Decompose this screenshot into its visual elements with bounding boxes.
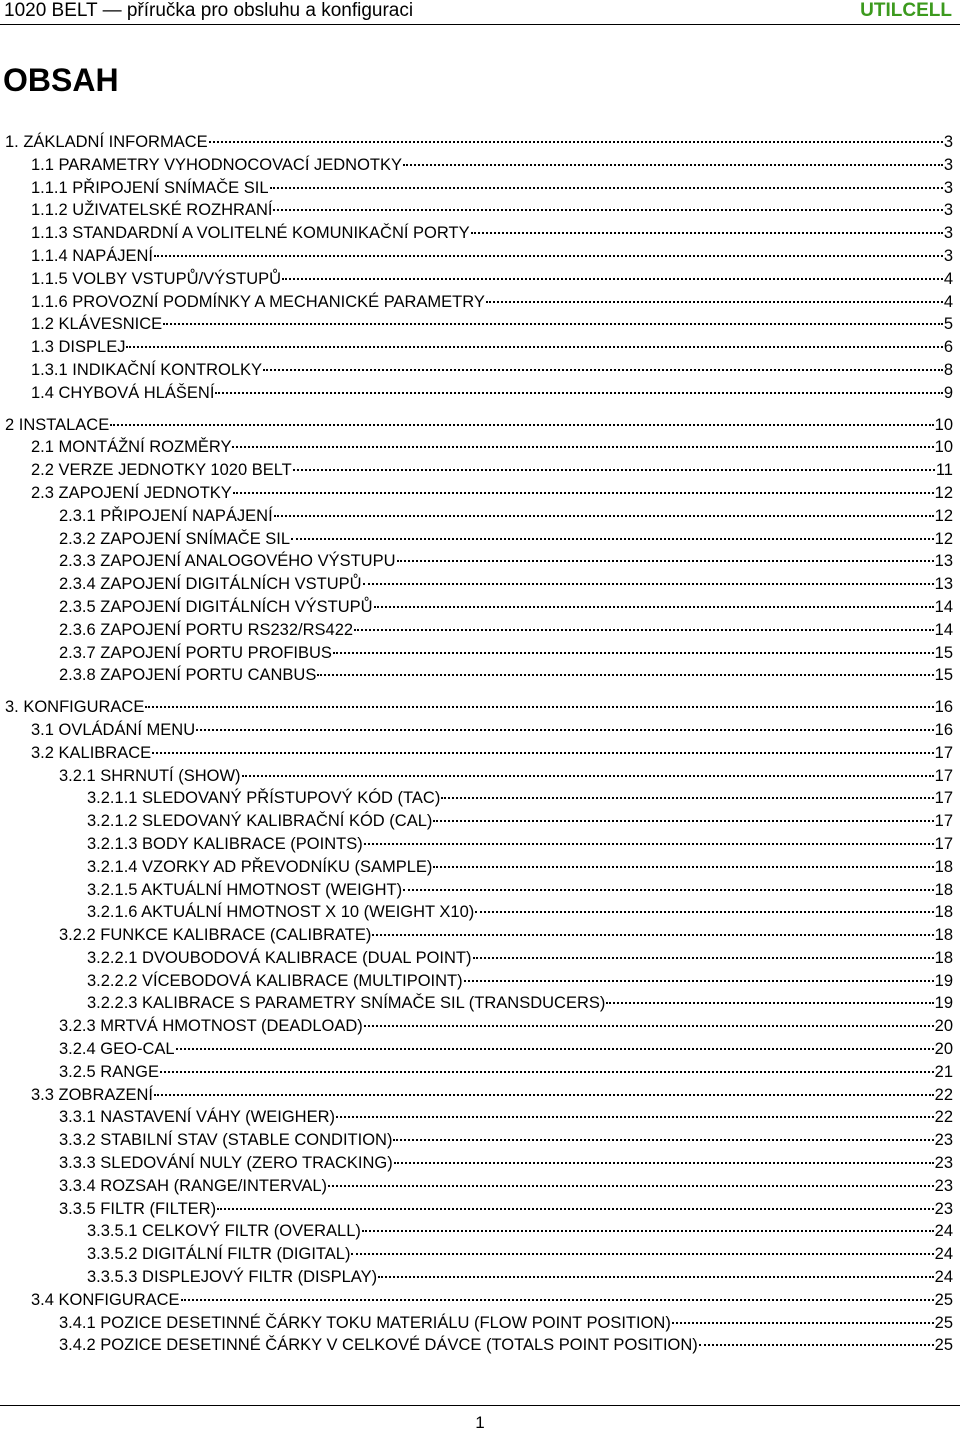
toc-leader-dots <box>672 1322 934 1324</box>
toc-leader-dots <box>242 775 934 777</box>
toc-entry-label: 1.3.1 INDIKAČNÍ KONTROLKY <box>31 360 263 379</box>
toc-entry[interactable] <box>5 436 953 459</box>
toc-entry[interactable] <box>5 787 953 810</box>
toc-entry-page: 24 <box>934 1268 953 1287</box>
toc-leader-dots <box>181 1299 934 1301</box>
toc-entry-page: 23 <box>934 1154 953 1173</box>
toc-entry-page: 12 <box>934 506 953 525</box>
toc-entry-label: 1.1 PARAMETRY VYHODNOCOVACÍ JEDNOTKY <box>31 155 403 174</box>
toc-entry-page: 25 <box>934 1290 953 1309</box>
toc-entry-label: 3.2.1.2 SLEDOVANÝ KALIBRAČNÍ KÓD (CAL) <box>87 812 433 831</box>
toc-entry[interactable] <box>5 268 953 291</box>
toc-entry-page: 14 <box>934 620 953 639</box>
toc-leader-dots <box>233 492 934 494</box>
toc-leader-dots <box>362 1230 934 1232</box>
toc-entry-page: 19 <box>934 971 953 990</box>
toc-entry[interactable] <box>5 291 953 314</box>
toc-entry-label: 3.2.4 GEO-CAL <box>59 1040 175 1059</box>
toc-entry-page: 12 <box>934 483 953 502</box>
toc-entry-page: 3 <box>943 133 953 151</box>
toc-entry[interactable] <box>5 245 953 268</box>
toc-entry-page: 18 <box>934 948 953 967</box>
toc-entry-page: 17 <box>934 812 953 831</box>
toc-entry[interactable] <box>5 573 953 596</box>
toc-entry-page: 4 <box>943 269 953 288</box>
toc-entry-page: 14 <box>934 597 953 616</box>
toc-leader-dots <box>217 1208 934 1210</box>
toc-entry-page: 3 <box>943 246 953 265</box>
toc-entry-label: 3.2.3 MRTVÁ HMOTNOST (DEADLOAD) <box>59 1017 363 1036</box>
toc-entry-page: 20 <box>934 1040 953 1059</box>
toc-entry-page: 23 <box>934 1131 953 1150</box>
toc-entry-label: 3.3.5.2 DIGITÁLNÍ FILTR (DIGITAL) <box>87 1245 351 1264</box>
toc-entry-label: 2.2 VERZE JEDNOTKY 1020 BELT <box>31 461 292 480</box>
toc-entry-label: 1.1.2 UŽIVATELSKÉ ROZHRANÍ <box>31 201 273 220</box>
toc-entry-page: 24 <box>934 1222 953 1241</box>
toc-entry-page: 8 <box>943 360 953 379</box>
toc-entry[interactable] <box>5 719 953 742</box>
toc-entry-label: 3.2.1.5 AKTUÁLNÍ HMOTNOST (WEIGHT) <box>87 880 403 899</box>
toc-entry[interactable] <box>5 528 953 551</box>
toc-entry-page: 25 <box>934 1336 953 1355</box>
toc-leader-dots <box>354 629 934 631</box>
toc-entry-label: 3.4.1 POZICE DESETINNÉ ČÁRKY TOKU MATERIÁLU (FLOW POINT POSITION) <box>59 1313 671 1332</box>
toc-leader-dots <box>486 301 943 303</box>
toc-leader-dots <box>163 323 943 325</box>
toc-entry[interactable] <box>5 992 953 1015</box>
toc-leader-dots <box>699 1344 934 1346</box>
toc-leader-dots <box>397 560 934 562</box>
toc-leader-dots <box>145 706 933 708</box>
toc-entry[interactable] <box>5 550 953 573</box>
toc-entry-label: 3.1 OVLÁDÁNÍ MENU <box>31 720 196 739</box>
toc-entry-label: 3.3.1 NASTAVENÍ VÁHY (WEIGHER) <box>59 1108 335 1127</box>
toc-leader-dots <box>274 515 934 517</box>
toc-entry-page: 17 <box>934 743 953 762</box>
toc-entry[interactable] <box>5 1312 953 1335</box>
toc-entry[interactable] <box>5 1106 953 1129</box>
toc-entry[interactable] <box>5 131 953 154</box>
toc-entry[interactable] <box>5 1198 953 1221</box>
toc-entry-label: 3.2.2.2 VÍCEBODOVÁ KALIBRACE (MULTIPOINT) <box>87 971 463 990</box>
toc-entry-page: 10 <box>934 415 953 434</box>
toc-entry-page: 20 <box>934 1017 953 1036</box>
toc-leader-dots <box>471 232 943 234</box>
page-header <box>0 0 960 25</box>
toc-entry-page: 18 <box>934 880 953 899</box>
toc-entry[interactable] <box>5 879 953 902</box>
toc-entry[interactable] <box>5 382 953 405</box>
toc-entry-label: 2.3.7 ZAPOJENÍ PORTU PROFIBUS <box>59 643 332 662</box>
toc-entry-label: 1.1.3 STANDARDNÍ A VOLITELNÉ KOMUNIKAČNÍ PORTY <box>31 224 470 243</box>
toc-entry[interactable] <box>5 664 953 687</box>
toc-entry[interactable] <box>5 856 953 879</box>
toc-leader-dots <box>293 469 935 471</box>
toc-entry[interactable] <box>5 1220 953 1243</box>
table-of-contents <box>5 131 953 1357</box>
toc-entry-page: 11 <box>935 461 953 480</box>
toc-leader-dots <box>282 278 943 280</box>
toc-leader-dots <box>433 820 933 822</box>
toc-entry-label: 2.3.1 PŘIPOJENÍ NAPÁJENÍ <box>59 506 273 525</box>
toc-entry-page: 17 <box>934 834 953 853</box>
toc-entry-label: 2.3.6 ZAPOJENÍ PORTU RS232/RS422 <box>59 620 354 639</box>
toc-entry-label: 2.3.8 ZAPOJENÍ PORTU CANBUS <box>59 666 317 685</box>
toc-entry-label: 3.4 KONFIGURACE <box>31 1290 180 1309</box>
toc-entry-page: 10 <box>934 438 953 457</box>
toc-leader-dots <box>152 752 934 754</box>
toc-entry[interactable] <box>5 482 953 505</box>
toc-entry-label: 3.2.1.1 SLEDOVANÝ PŘÍSTUPOVÝ KÓD (TAC) <box>87 789 441 808</box>
toc-entry[interactable] <box>5 313 953 336</box>
toc-entry-page: 3 <box>943 155 953 174</box>
toc-entry-label: 3.3.5.1 CELKOVÝ FILTR (OVERALL) <box>87 1222 361 1241</box>
document-title: 1020 BELT — příručka pro obsluhu a konfiguraci <box>4 0 414 21</box>
toc-leader-dots <box>160 1071 934 1073</box>
toc-entry-page: 15 <box>934 643 953 662</box>
toc-entry-label: 2.3.4 ZAPOJENÍ DIGITÁLNÍCH VSTUPŮ <box>59 575 362 594</box>
toc-leader-dots <box>126 346 942 348</box>
toc-entry[interactable] <box>5 642 953 665</box>
toc-entry-label: 1.1.5 VOLBY VSTUPŮ/VÝSTUPŮ <box>31 269 282 288</box>
toc-leader-dots <box>378 1276 934 1278</box>
toc-entry[interactable] <box>5 1175 953 1198</box>
toc-entry[interactable] <box>5 1334 953 1357</box>
toc-entry-page: 15 <box>934 666 953 685</box>
toc-entry-label: 3.2.1.3 BODY KALIBRACE (POINTS) <box>87 834 363 853</box>
toc-entry-page: 18 <box>934 926 953 945</box>
toc-entry-page: 16 <box>934 720 953 739</box>
toc-entry-label: 3.2.5 RANGE <box>59 1062 159 1081</box>
toc-leader-dots <box>196 729 934 731</box>
toc-entry-label: 3. KONFIGURACE <box>5 698 145 717</box>
toc-entry-page: 24 <box>934 1245 953 1264</box>
toc-leader-dots <box>333 652 934 654</box>
toc-entry[interactable] <box>5 505 953 528</box>
toc-leader-dots <box>154 255 943 257</box>
toc-entry[interactable] <box>5 459 953 482</box>
page-number: 1 <box>475 1413 485 1432</box>
toc-entry-label: 1.1.6 PROVOZNÍ PODMÍNKY A MECHANICKÉ PARAMETRY <box>31 292 485 311</box>
page-title: OBSAH <box>3 62 119 98</box>
toc-leader-dots <box>441 797 933 799</box>
toc-leader-dots <box>328 1185 934 1187</box>
toc-entry-page: 6 <box>943 338 953 357</box>
toc-entry-label: 3.2.2.1 DVOUBODOVÁ KALIBRACE (DUAL POINT) <box>87 948 472 967</box>
toc-leader-dots <box>372 934 933 936</box>
toc-leader-dots <box>364 843 934 845</box>
toc-leader-dots <box>154 1094 934 1096</box>
toc-entry-label: 3.3.4 ROZSAH (RANGE/INTERVAL) <box>59 1176 328 1195</box>
toc-leader-dots <box>209 141 943 143</box>
toc-entry[interactable] <box>5 1129 953 1152</box>
toc-entry-label: 1.4 CHYBOVÁ HLÁŠENÍ <box>31 383 215 402</box>
toc-entry-label: 3.3.5.3 DISPLEJOVÝ FILTR (DISPLAY) <box>87 1268 378 1287</box>
toc-entry-page: 23 <box>934 1176 953 1195</box>
toc-entry[interactable] <box>5 1289 953 1312</box>
toc-entry[interactable] <box>5 222 953 245</box>
toc-leader-dots <box>291 538 934 540</box>
toc-entry-page: 12 <box>934 529 953 548</box>
toc-entry-page: 13 <box>934 575 953 594</box>
toc-entry[interactable] <box>5 1243 953 1266</box>
toc-entry-label: 1.1.1 PŘIPOJENÍ SNÍMAČE SIL <box>31 178 269 197</box>
toc-entry[interactable] <box>5 1061 953 1084</box>
toc-leader-dots <box>464 980 934 982</box>
toc-leader-dots <box>317 674 933 676</box>
toc-entry-page: 22 <box>934 1085 953 1104</box>
toc-entry-label: 3.2 KALIBRACE <box>31 743 152 762</box>
toc-leader-dots <box>363 583 934 585</box>
toc-entry-label: 3.2.1.4 VZORKY AD PŘEVODNÍKU (SAMPLE) <box>87 857 433 876</box>
toc-leader-dots <box>336 1116 934 1118</box>
toc-entry-page: 21 <box>934 1062 953 1081</box>
toc-entry-page: 13 <box>934 552 953 571</box>
toc-leader-dots <box>215 392 942 394</box>
toc-leader-dots <box>433 866 933 868</box>
toc-entry-page: 25 <box>934 1313 953 1332</box>
toc-leader-dots <box>393 1139 933 1141</box>
footer-divider <box>0 1405 960 1406</box>
toc-entry-page: 3 <box>943 224 953 243</box>
toc-entry-label: 2.3.3 ZAPOJENÍ ANALOGOVÉHO VÝSTUPU <box>59 552 396 571</box>
toc-entry-page: 16 <box>934 698 953 717</box>
toc-entry[interactable] <box>5 1084 953 1107</box>
toc-entry-page: 22 <box>934 1108 953 1127</box>
toc-entry[interactable] <box>5 1266 953 1289</box>
toc-leader-dots <box>606 1002 933 1004</box>
toc-leader-dots <box>351 1253 933 1255</box>
toc-entry-page: 3 <box>943 201 953 220</box>
toc-leader-dots <box>473 957 934 959</box>
toc-entry[interactable] <box>5 810 953 833</box>
toc-entry[interactable] <box>5 596 953 619</box>
toc-entry-page: 18 <box>934 857 953 876</box>
toc-entry[interactable] <box>5 177 953 200</box>
toc-entry-page: 5 <box>943 315 953 334</box>
toc-leader-dots <box>374 606 934 608</box>
brand-logo-text: UTILCELL <box>860 0 952 21</box>
toc-entry-page: 18 <box>934 903 953 922</box>
toc-leader-dots <box>403 164 943 166</box>
toc-entry-label: 3.2.1.6 AKTUÁLNÍ HMOTNOST X 10 (WEIGHT X10) <box>87 903 475 922</box>
toc-leader-dots <box>263 369 943 371</box>
toc-entry-label: 3.3.3 SLEDOVÁNÍ NULY (ZERO TRACKING) <box>59 1154 393 1173</box>
toc-entry-label: 3.3 ZOBRAZENÍ <box>31 1085 153 1104</box>
toc-entry-label: 3.2.1 SHRNUTÍ (SHOW) <box>59 766 241 785</box>
toc-leader-dots <box>176 1048 934 1050</box>
toc-entry-label: 2.3 ZAPOJENÍ JEDNOTKY <box>31 483 232 502</box>
toc-leader-dots <box>403 889 934 891</box>
toc-entry[interactable] <box>5 336 953 359</box>
toc-leader-dots <box>110 424 933 426</box>
toc-entry-label: 2 INSTALACE <box>5 415 110 434</box>
toc-entry[interactable] <box>5 901 953 924</box>
toc-entry[interactable] <box>5 1038 953 1061</box>
toc-leader-dots <box>232 446 933 448</box>
toc-entry-label: 1. ZÁKLADNÍ INFORMACE <box>5 133 208 151</box>
toc-entry-label: 3.2.2.3 KALIBRACE S PARAMETRY SNÍMAČE SIL (TRANSDUCERS) <box>87 994 606 1013</box>
toc-entry[interactable] <box>5 947 953 970</box>
toc-entry[interactable] <box>5 1015 953 1038</box>
toc-entry-label: 3.3.2 STABILNÍ STAV (STABLE CONDITION) <box>59 1131 393 1150</box>
toc-leader-dots <box>475 911 933 913</box>
toc-leader-dots <box>270 187 943 189</box>
toc-leader-dots <box>364 1025 934 1027</box>
toc-entry-page: 23 <box>934 1199 953 1218</box>
toc-entry-label: 1.2 KLÁVESNICE <box>31 315 163 334</box>
toc-entry[interactable] <box>5 924 953 947</box>
toc-entry[interactable] <box>5 765 953 788</box>
toc-entry-page: 3 <box>943 178 953 197</box>
toc-entry-page: 17 <box>934 789 953 808</box>
toc-entry[interactable] <box>5 154 953 177</box>
toc-entry-label: 3.2.2 FUNKCE KALIBRACE (CALIBRATE) <box>59 926 372 945</box>
toc-entry[interactable] <box>5 199 953 222</box>
toc-entry-page: 19 <box>934 994 953 1013</box>
toc-entry-page: 9 <box>943 383 953 402</box>
toc-entry-label: 1.3 DISPLEJ <box>31 338 126 357</box>
toc-entry-label: 3.3.5 FILTR (FILTER) <box>59 1199 217 1218</box>
toc-entry-label: 1.1.4 NAPÁJENÍ <box>31 246 153 265</box>
toc-entry[interactable] <box>5 619 953 642</box>
toc-entry[interactable] <box>5 696 953 719</box>
toc-entry-page: 4 <box>943 292 953 311</box>
toc-entry[interactable] <box>5 414 953 437</box>
toc-entry[interactable] <box>5 970 953 993</box>
toc-entry[interactable] <box>5 742 953 765</box>
toc-entry-label: 2.1 MONTÁŽNÍ ROZMĚRY <box>31 438 232 457</box>
toc-entry-label: 3.4.2 POZICE DESETINNÉ ČÁRKY V CELKOVÉ DÁVCE (TOTALS POINT POSITION) <box>59 1336 698 1355</box>
toc-entry-label: 2.3.5 ZAPOJENÍ DIGITÁLNÍCH VÝSTUPŮ <box>59 597 373 616</box>
toc-entry-page: 17 <box>934 766 953 785</box>
toc-leader-dots <box>394 1162 934 1164</box>
toc-entry[interactable] <box>5 1152 953 1175</box>
toc-leader-dots <box>273 209 942 211</box>
toc-entry-label: 2.3.2 ZAPOJENÍ SNÍMAČE SIL <box>59 529 291 548</box>
toc-entry[interactable] <box>5 359 953 382</box>
toc-entry[interactable] <box>5 833 953 856</box>
